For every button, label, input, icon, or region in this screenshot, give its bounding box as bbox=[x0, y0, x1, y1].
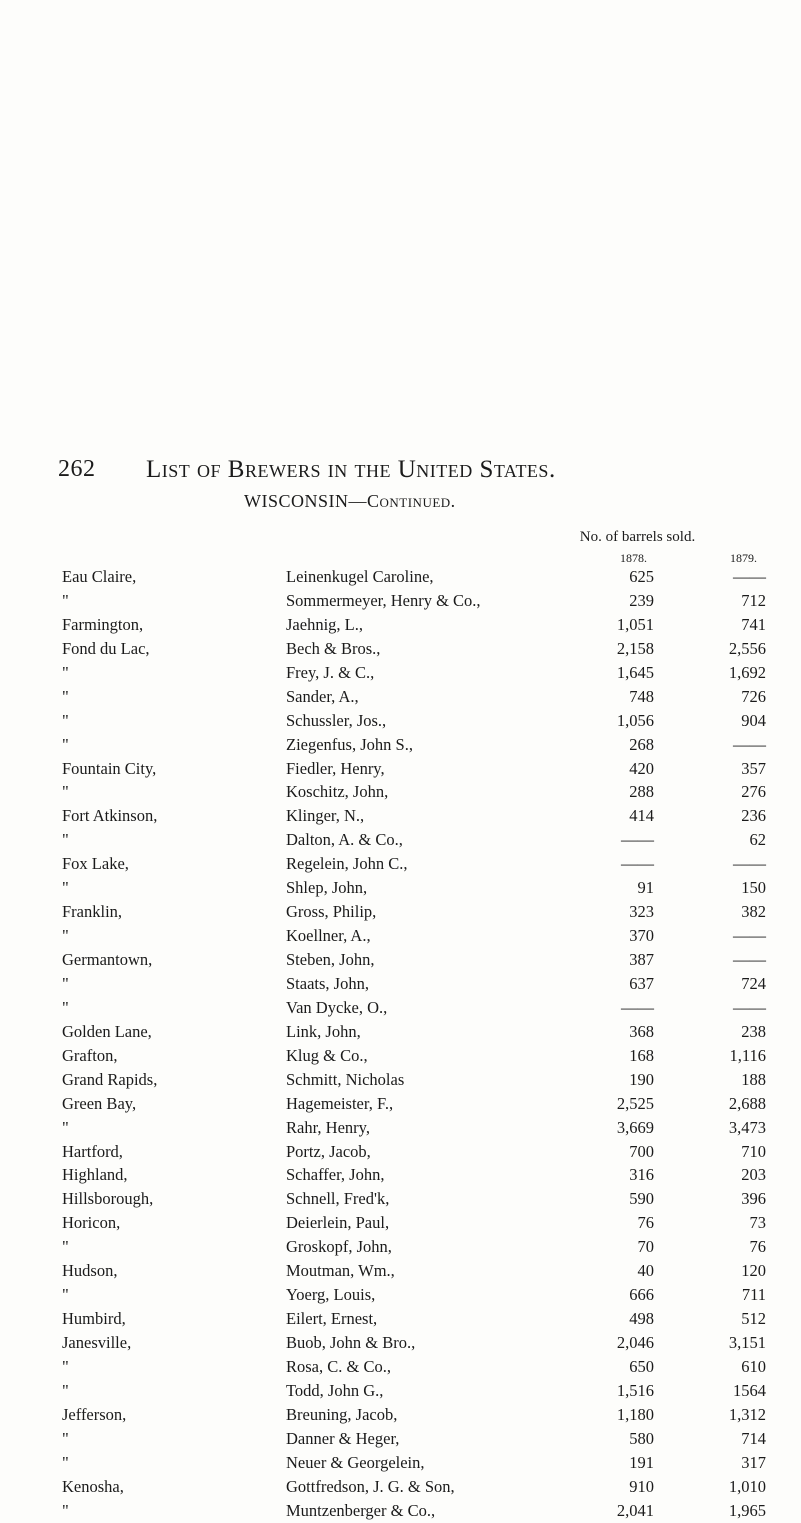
barrels-1878-cell: 168 bbox=[629, 1045, 654, 1065]
city-cell: " bbox=[62, 1500, 69, 1520]
table-row bbox=[0, 1259, 801, 1283]
brewer-cell: Neuer & Georgelein, bbox=[286, 1452, 425, 1472]
table-row bbox=[0, 1331, 801, 1355]
barrels-1879-cell: 710 bbox=[741, 1141, 766, 1161]
table-row bbox=[0, 613, 801, 637]
table-row bbox=[0, 1187, 801, 1211]
table-row bbox=[0, 876, 801, 900]
city-cell: " bbox=[62, 662, 69, 682]
barrels-1878-cell: 40 bbox=[637, 1261, 654, 1281]
brewer-cell: Portz, Jacob, bbox=[286, 1141, 371, 1161]
barrels-1879-cell: 1,116 bbox=[729, 1045, 766, 1065]
city-cell: " bbox=[62, 1356, 69, 1376]
barrels-1878-cell: —— bbox=[621, 997, 654, 1017]
city-cell: Golden Lane, bbox=[62, 1021, 152, 1041]
brewer-cell: Breuning, Jacob, bbox=[286, 1404, 398, 1424]
barrels-1879-cell: 1,692 bbox=[728, 662, 766, 682]
city-cell: Kenosha, bbox=[62, 1476, 124, 1496]
barrels-1878-cell: 239 bbox=[629, 590, 654, 610]
barrels-1878-cell: 190 bbox=[629, 1069, 654, 1089]
barrels-1879-cell: 396 bbox=[741, 1189, 766, 1209]
barrels-1878-cell: 700 bbox=[629, 1141, 654, 1161]
table-row bbox=[0, 1427, 801, 1451]
brewer-cell: Schaffer, John, bbox=[286, 1165, 385, 1185]
brewer-cell: Gross, Philip, bbox=[286, 902, 377, 922]
brewer-cell: Deierlein, Paul, bbox=[286, 1213, 390, 1233]
brewer-cell: Link, John, bbox=[286, 1021, 361, 1041]
table-row bbox=[0, 1116, 801, 1140]
city-cell: Farmington, bbox=[62, 614, 144, 634]
table-row bbox=[0, 852, 801, 876]
barrels-1879-cell: 76 bbox=[749, 1237, 766, 1257]
barrels-1878-cell: 637 bbox=[629, 973, 654, 993]
brewer-cell: Shlep, John, bbox=[286, 878, 368, 898]
barrels-1879-cell: 512 bbox=[741, 1309, 766, 1329]
table-row bbox=[0, 1020, 801, 1044]
city-cell: " bbox=[62, 1237, 69, 1257]
table-row bbox=[0, 685, 801, 709]
barrels-1878-cell: 91 bbox=[637, 878, 654, 898]
table-row bbox=[0, 972, 801, 996]
barrels-1878-cell: 625 bbox=[629, 567, 654, 586]
city-cell: Hudson, bbox=[62, 1261, 118, 1281]
barrels-1879-cell: 236 bbox=[741, 806, 766, 826]
barrels-1879-cell: —— bbox=[733, 734, 766, 754]
city-cell: Franklin, bbox=[62, 902, 123, 922]
barrels-1878-cell: 1,180 bbox=[616, 1404, 654, 1424]
city-cell: Fort Atkinson, bbox=[62, 806, 158, 826]
brewer-cell: Buob, John & Bro., bbox=[286, 1333, 416, 1352]
brewer-cell: Bech & Bros., bbox=[286, 638, 381, 658]
barrels-1878-cell: 910 bbox=[629, 1476, 654, 1496]
brewer-cell: Dalton, A. & Co., bbox=[286, 830, 403, 850]
brewer-cell: Staats, John, bbox=[286, 973, 369, 993]
table-row bbox=[0, 1044, 801, 1068]
table-row bbox=[0, 1235, 801, 1259]
barrels-1878-cell: 2,158 bbox=[616, 638, 654, 658]
table-row bbox=[0, 1283, 801, 1307]
barrels-1879-cell: 712 bbox=[741, 590, 766, 610]
page-number: 262 bbox=[58, 456, 96, 482]
city-cell: " bbox=[62, 926, 69, 946]
brewer-cell: Todd, John G., bbox=[286, 1380, 384, 1400]
city-cell: " bbox=[62, 710, 69, 730]
brewer-cell: Rahr, Henry, bbox=[286, 1117, 370, 1137]
table-row bbox=[0, 1307, 801, 1331]
brewer-cell: Leinenkugel Caroline, bbox=[286, 567, 434, 586]
city-cell: " bbox=[62, 1380, 69, 1400]
brewer-cell: Frey, J. & C., bbox=[286, 662, 375, 682]
barrels-column-header: No. of barrels sold. bbox=[579, 529, 696, 545]
barrels-1879-cell: 238 bbox=[741, 1021, 766, 1041]
table-row bbox=[0, 1163, 801, 1187]
brewer-cell: Gottfredson, J. G. & Son, bbox=[286, 1476, 455, 1496]
barrels-1878-cell: 650 bbox=[629, 1356, 654, 1376]
brewer-cell: Yoerg, Louis, bbox=[286, 1285, 376, 1305]
barrels-1879-cell: 726 bbox=[741, 686, 766, 706]
brewers-table bbox=[0, 565, 801, 1523]
city-cell: " bbox=[62, 1285, 69, 1305]
city-cell: Hartford, bbox=[62, 1141, 123, 1161]
barrels-1878-cell: 748 bbox=[629, 686, 654, 706]
barrels-1879-cell: 203 bbox=[741, 1165, 766, 1185]
barrels-1878-cell: 268 bbox=[629, 734, 654, 754]
table-row bbox=[0, 1068, 801, 1092]
brewer-cell: Groskopf, John, bbox=[286, 1237, 392, 1257]
barrels-1878-cell: 2,046 bbox=[616, 1333, 654, 1352]
barrels-1879-cell: 382 bbox=[741, 902, 766, 922]
table-row bbox=[0, 924, 801, 948]
barrels-1878-cell: 666 bbox=[629, 1285, 654, 1305]
barrels-1879-cell: 276 bbox=[741, 782, 766, 802]
barrels-1878-cell: 2,041 bbox=[616, 1500, 654, 1520]
table-row bbox=[0, 661, 801, 685]
city-cell: " bbox=[62, 878, 69, 898]
barrels-1878-cell: 76 bbox=[637, 1213, 654, 1233]
barrels-1879-cell: —— bbox=[733, 997, 766, 1017]
barrels-1879-cell: —— bbox=[733, 567, 766, 586]
barrels-1879-cell: —— bbox=[733, 926, 766, 946]
barrels-1879-cell: 73 bbox=[749, 1213, 766, 1233]
brewer-cell: Ziegenfus, John S., bbox=[286, 734, 413, 754]
table-row bbox=[0, 1211, 801, 1235]
city-cell: Eau Claire, bbox=[62, 567, 137, 586]
barrels-1878-cell: 1,516 bbox=[616, 1380, 654, 1400]
table-row bbox=[0, 804, 801, 828]
brewer-cell: Schussler, Jos., bbox=[286, 710, 387, 730]
barrels-1878-cell: 368 bbox=[629, 1021, 654, 1041]
city-cell: Hillsborough, bbox=[62, 1189, 154, 1209]
barrels-1878-cell: 1,645 bbox=[616, 662, 654, 682]
barrels-1878-cell: 1,056 bbox=[616, 710, 654, 730]
city-cell: Highland, bbox=[62, 1165, 128, 1185]
barrels-1879-cell: 741 bbox=[741, 614, 766, 634]
brewer-cell: Schmitt, Nicholas bbox=[286, 1069, 405, 1089]
table-row bbox=[0, 1403, 801, 1427]
table-row bbox=[0, 1475, 801, 1499]
running-head: List of Brewers in the United States. bbox=[146, 456, 556, 483]
city-cell: " bbox=[62, 734, 69, 754]
table-row bbox=[0, 900, 801, 924]
city-cell: Green Bay, bbox=[62, 1093, 137, 1113]
brewer-cell: Regelein, John C., bbox=[286, 854, 408, 874]
table-row bbox=[0, 948, 801, 972]
barrels-1878-cell: 70 bbox=[637, 1237, 654, 1257]
brewer-cell: Van Dycke, O., bbox=[286, 997, 388, 1017]
barrels-1879-cell: 714 bbox=[741, 1428, 766, 1448]
barrels-1879-cell: 317 bbox=[741, 1452, 766, 1472]
section-title: WISCONSIN—Continued. bbox=[244, 491, 456, 511]
city-cell: Humbird, bbox=[62, 1309, 126, 1329]
barrels-1879-cell: 1,312 bbox=[728, 1404, 766, 1424]
city-cell: " bbox=[62, 1428, 69, 1448]
brewer-cell: Koschitz, John, bbox=[286, 782, 389, 802]
barrels-1879-cell: —— bbox=[733, 950, 766, 969]
brewer-cell: Klinger, N., bbox=[286, 806, 365, 826]
table-row bbox=[0, 828, 801, 852]
brewer-cell: Schnell, Fred'k, bbox=[286, 1189, 390, 1209]
city-cell: Jefferson, bbox=[62, 1404, 127, 1424]
table-row bbox=[0, 1092, 801, 1116]
city-cell: Fountain City, bbox=[62, 758, 157, 778]
table-row bbox=[0, 733, 801, 757]
brewer-cell: Jaehnig, L., bbox=[286, 614, 363, 634]
table-row bbox=[0, 1355, 801, 1379]
brewer-cell: Moutman, Wm., bbox=[286, 1261, 395, 1281]
barrels-1879-cell: 724 bbox=[741, 973, 766, 993]
barrels-1879-cell: 2,556 bbox=[728, 638, 766, 658]
year-1879-header: 1879. bbox=[730, 551, 757, 565]
city-cell: Janesville, bbox=[62, 1333, 132, 1352]
table-row bbox=[0, 1140, 801, 1164]
barrels-1878-cell: 3,669 bbox=[616, 1117, 654, 1137]
barrels-1879-cell: 1564 bbox=[733, 1380, 766, 1400]
barrels-1879-cell: 711 bbox=[741, 1285, 766, 1305]
city-cell: Grafton, bbox=[62, 1045, 118, 1065]
brewer-cell: Koellner, A., bbox=[286, 926, 371, 946]
table-row bbox=[0, 1499, 801, 1523]
barrels-1878-cell: 191 bbox=[629, 1452, 654, 1472]
table-row bbox=[0, 589, 801, 613]
barrels-1878-cell: 414 bbox=[629, 806, 654, 826]
barrels-1879-cell: 62 bbox=[749, 830, 766, 850]
brewer-cell: Fiedler, Henry, bbox=[286, 758, 385, 778]
barrels-1878-cell: 2,525 bbox=[616, 1093, 654, 1113]
city-cell: Grand Rapids, bbox=[62, 1069, 158, 1089]
barrels-1878-cell: 387 bbox=[629, 950, 654, 969]
city-cell: " bbox=[62, 830, 69, 850]
city-cell: Horicon, bbox=[62, 1213, 121, 1233]
barrels-1879-cell: 610 bbox=[741, 1356, 766, 1376]
brewer-cell: Steben, John, bbox=[286, 950, 375, 969]
barrels-1879-cell: —— bbox=[733, 854, 766, 874]
brewer-cell: Eilert, Ernest, bbox=[286, 1309, 378, 1329]
year-1878-header: 1878. bbox=[620, 551, 647, 565]
table-row bbox=[0, 1451, 801, 1475]
table-row bbox=[0, 1379, 801, 1403]
city-cell: " bbox=[62, 1452, 69, 1472]
barrels-1878-cell: 420 bbox=[629, 758, 654, 778]
barrels-1879-cell: 120 bbox=[741, 1261, 766, 1281]
brewer-cell: Muntzenberger & Co., bbox=[286, 1500, 436, 1520]
city-cell: " bbox=[62, 782, 69, 802]
barrels-1878-cell: —— bbox=[621, 830, 654, 850]
barrels-1878-cell: 316 bbox=[629, 1165, 654, 1185]
barrels-1878-cell: 323 bbox=[629, 902, 654, 922]
brewer-cell: Klug & Co., bbox=[286, 1045, 368, 1065]
barrels-1878-cell: —— bbox=[621, 854, 654, 874]
table-row bbox=[0, 709, 801, 733]
barrels-1878-cell: 580 bbox=[629, 1428, 654, 1448]
city-cell: Germantown, bbox=[62, 950, 153, 969]
city-cell: " bbox=[62, 997, 69, 1017]
city-cell: " bbox=[62, 590, 69, 610]
table-row bbox=[0, 565, 801, 589]
city-cell: " bbox=[62, 973, 69, 993]
barrels-1879-cell: 3,473 bbox=[728, 1117, 766, 1137]
barrels-1879-cell: 2,688 bbox=[728, 1093, 766, 1113]
barrels-1879-cell: 1,965 bbox=[728, 1500, 766, 1520]
brewer-cell: Sommermeyer, Henry & Co., bbox=[286, 590, 481, 610]
table-row bbox=[0, 780, 801, 804]
barrels-1878-cell: 370 bbox=[629, 926, 654, 946]
table-row bbox=[0, 637, 801, 661]
barrels-1878-cell: 590 bbox=[629, 1189, 654, 1209]
barrels-1879-cell: 150 bbox=[741, 878, 766, 898]
barrels-1879-cell: 3,151 bbox=[728, 1333, 766, 1352]
barrels-1879-cell: 188 bbox=[741, 1069, 766, 1089]
table-row bbox=[0, 996, 801, 1020]
barrels-1878-cell: 1,051 bbox=[616, 614, 654, 634]
barrels-1879-cell: 1,010 bbox=[728, 1476, 766, 1496]
brewer-cell: Danner & Heger, bbox=[286, 1428, 400, 1448]
barrels-1879-cell: 357 bbox=[741, 758, 766, 778]
barrels-1878-cell: 288 bbox=[629, 782, 654, 802]
city-cell: " bbox=[62, 686, 69, 706]
brewer-cell: Sander, A., bbox=[286, 686, 359, 706]
barrels-1878-cell: 498 bbox=[629, 1309, 654, 1329]
brewer-cell: Rosa, C. & Co., bbox=[286, 1356, 391, 1376]
city-cell: Fond du Lac, bbox=[62, 638, 150, 658]
table-row bbox=[0, 757, 801, 781]
brewer-cell: Hagemeister, F., bbox=[286, 1093, 394, 1113]
city-cell: " bbox=[62, 1117, 69, 1137]
city-cell: Fox Lake, bbox=[62, 854, 129, 874]
barrels-1879-cell: 904 bbox=[741, 710, 766, 730]
